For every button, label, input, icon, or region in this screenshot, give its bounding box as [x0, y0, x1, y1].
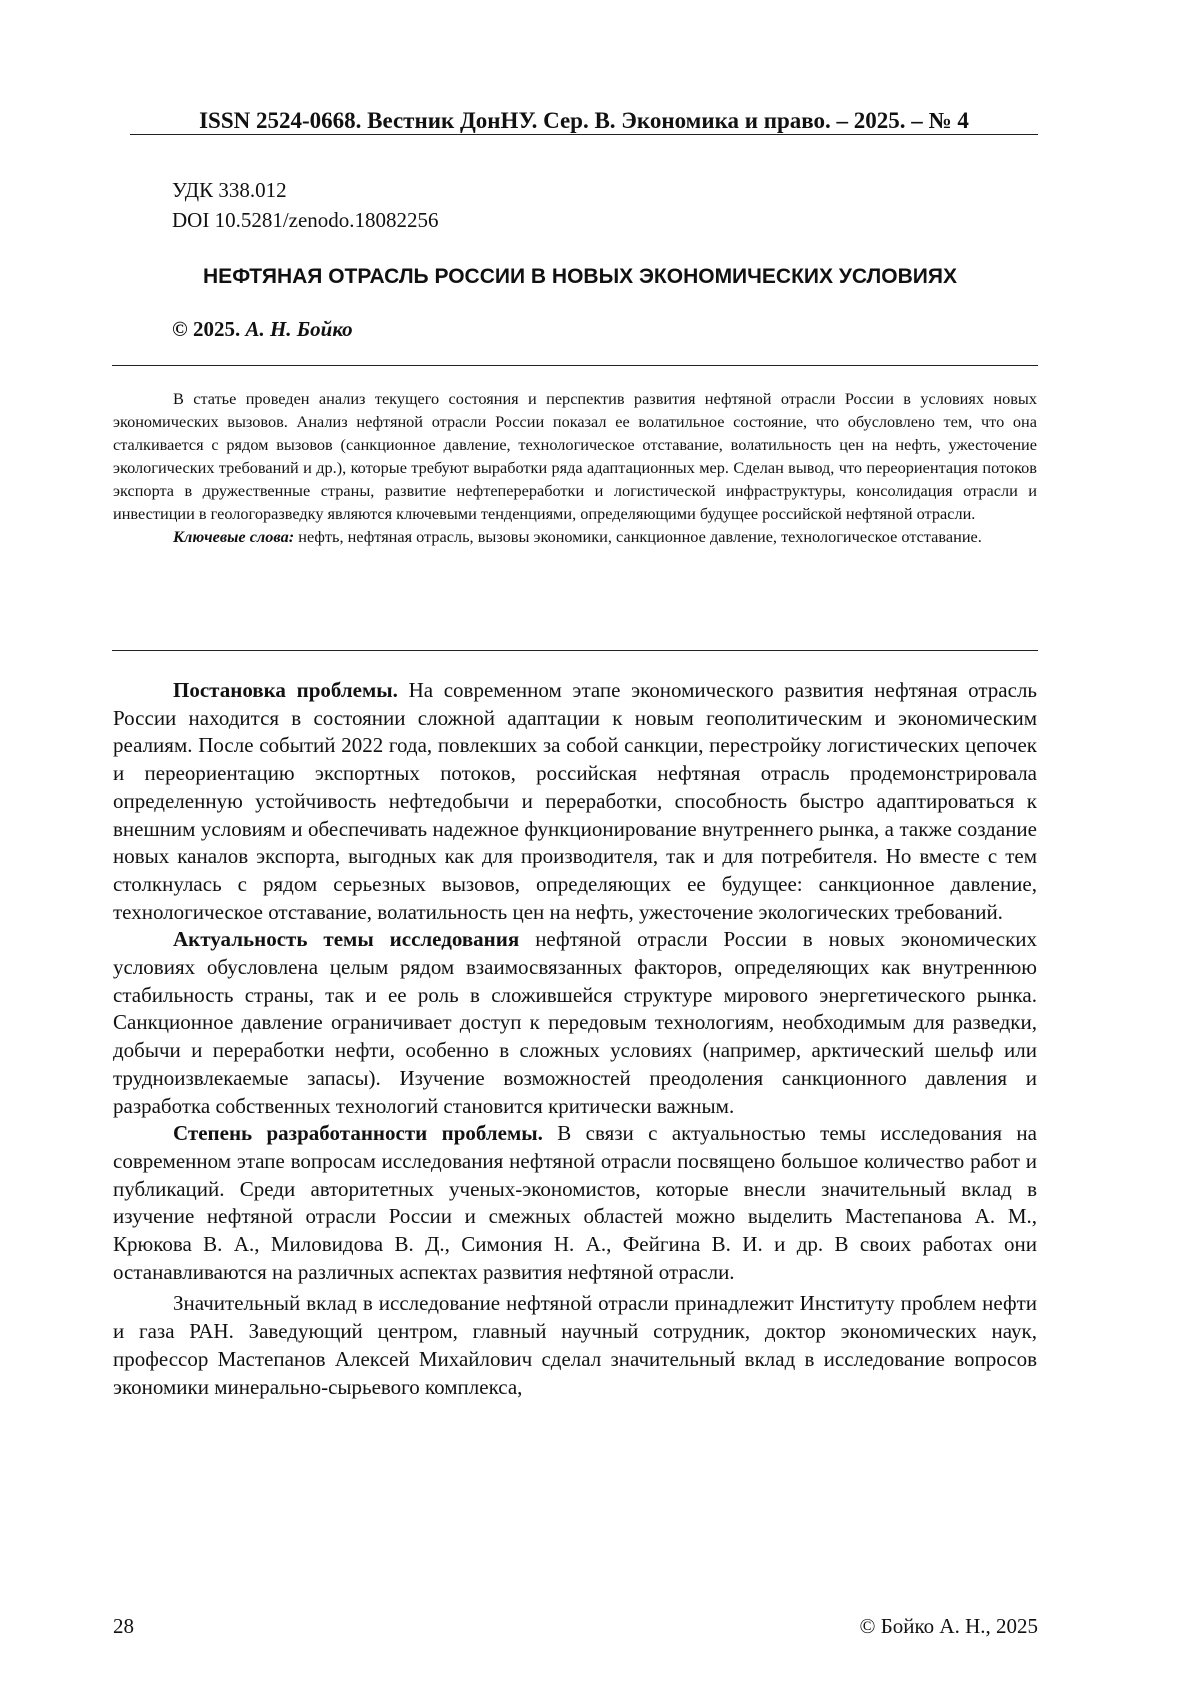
page-number: 28 [113, 1614, 134, 1638]
doi-link[interactable]: DOI 10.5281/zenodo.18082256 [172, 208, 439, 232]
relevance-text: нефтяной отрасли России в новых экономических условиях обусловлена целым рядом взаимосвязанных факторов, определяющих как внутреннюю стабильность страны, так и ее роль в сложившейся структуре мирового энергетического рынка. Санкционное давление ограничивает доступ к передовым технологиям, необходимым для разведки, добычи и переработки нефти, особенно в сложных условиях (например, арктический шельф или трудноизвлекаемые запасы). Изучение возможностей преодоления санкционного давления и разработка собственных технологий становится критически важным. [113, 927, 1038, 1118]
body-paragraph-development [113, 1120, 1037, 1286]
body-paragraph-relevance [113, 926, 1037, 1120]
article-body [113, 677, 1037, 1401]
footer-copyright: © Бойко А. Н., 2025 [859, 1614, 1038, 1638]
author-copyright-year: © 2025. [172, 317, 241, 341]
relevance-heading: Актуальность темы исследования [173, 927, 520, 952]
body-paragraph-institute: Значительный вклад в исследование нефтяной отрасли принадлежит Институту проблем нефти и газа РАН. Заведующий центром, главный научный сотрудник, доктор экономических наук, профессор Мастепанов Алексей Михайлович сделал значительный вклад в исследование вопросов экономики минерально-сырьевого комплекса, [113, 1291, 1037, 1399]
abstract-bottom-rule [112, 650, 1038, 651]
development-heading: Степень разработанности проблемы. [173, 1121, 543, 1146]
abstract-text: В статье проведен анализ текущего состояния и перспектив развития нефтяной отрасли России в условиях новых экономических вызовов. Анализ нефтяной отрасли России показал ее волатильное состояние, что обусловлено тем, что она сталкивается с рядом вызовов (санкционное давление, технологическое отставание, волатильность цен на нефть, ужесточение экологических требований и др.), которые требуют выработки ряда адаптационных мер. Сделан вывод, что переориентация потоков экспорта в дружественные страны, развитие нефтепереработки и логистической инфраструктуры, консолидация отрасли и инвестиции в геологоразведку являются ключевыми тенденциями, определяющими будущее российской нефтяной отрасли. [113, 389, 1037, 523]
article-title: НЕФТЯНАЯ ОТРАСЛЬ РОССИИ В НОВЫХ ЭКОНОМИЧЕСКИХ УСЛОВИЯХ [203, 265, 957, 288]
body-paragraph-problem [113, 677, 1037, 926]
keywords-label: Ключевые слова: [173, 527, 295, 546]
problem-text: На современном этапе экономического развития нефтяная отрасль России находится в состоянии сложной адаптации к новым геополитическим и экономическим реалиям. После событий 2022 года, повлекших за собой санкции, перестройку логистических цепочек и переориентацию экспортных потоков, российская нефтяная отрасль продемонстрировала определенную устойчивость нефтедобычи и переработки, способность быстро адаптироваться к внешним условиям и обеспечивать надежное функционирование внутреннего рынка, а также создание новых каналов экспорта, выгодных как для производителя, так и для потребителя. Но вместе с тем столкнулась с рядом серьезных вызовов, определяющих ее будущее: санкционное давление, технологическое отставание, волатильность цен на нефть, ужесточение экологических требований. [113, 678, 1037, 924]
running-head: ISSN 2524-0668. Вестник ДонНУ. Сер. В. Экономика и право. – 2025. – № 4 [199, 108, 969, 133]
abstract-top-rule [112, 365, 1038, 366]
author-name: А. Н. Бойко [245, 317, 353, 341]
development-text: В связи с актуальностью темы исследования на современном этапе вопросам исследования нефтяной отрасли посвящено большое количество работ и публикаций. Среди авторитетных ученых-экономистов, которые внесли значительный вклад в изучение нефтяной отрасли России и смежных областей можно выделить Мастепанова А. М., Крюкова В. А., Миловидова В. Д., Симония Н. А., Фейгина В. И. и др. В своих работах они останавливаются на различных аспектах развития нефтяной отрасли. [113, 1121, 1037, 1284]
keywords-list: нефть, нефтяная отрасль, вызовы экономики, санкционное давление, технологическое отставание. [298, 527, 982, 546]
abstract-block [113, 387, 1037, 548]
author-line [172, 314, 353, 344]
udk-code: УДК 338.012 [172, 178, 287, 202]
problem-heading: Постановка проблемы. [173, 678, 398, 702]
running-head-rule [130, 134, 1038, 135]
keywords-paragraph [113, 525, 1037, 548]
